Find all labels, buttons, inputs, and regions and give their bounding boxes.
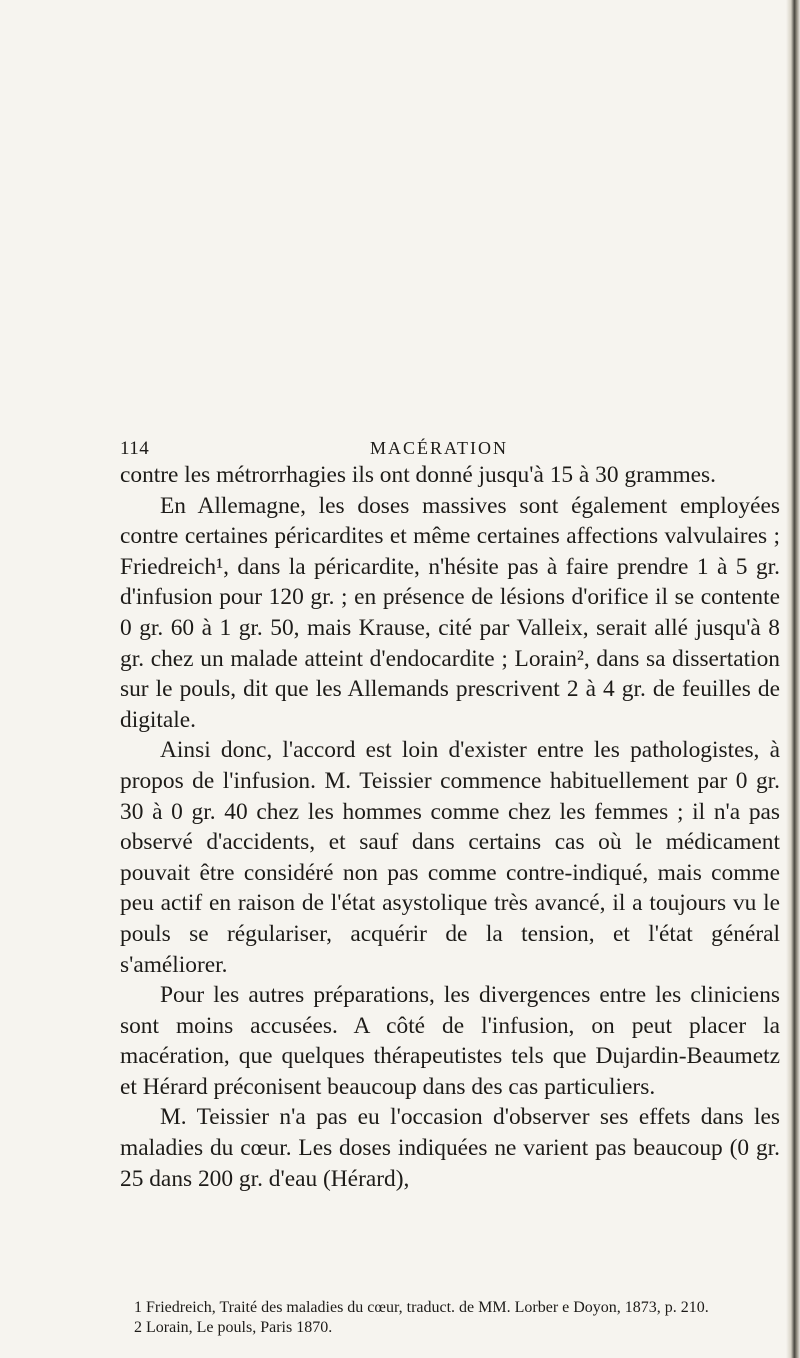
running-title: MACÉRATION bbox=[370, 438, 509, 458]
paragraph: M. Teissier n'a pas eu l'occasion d'observer ses effets dans les maladies du cœur. Les doses indiquées ne varient pas beaucoup (0 gr. 25 dans 200 gr. d'eau (Hérard), bbox=[120, 1104, 780, 1192]
footnote: 2 Lorain, Le pouls, Paris 1870. bbox=[134, 1319, 333, 1336]
paragraph: Ainsi donc, l'accord est loin d'exister entre les pathologistes, à propos de l'infusion. M. Teissier commence habituellement par 0 gr. 30 à 0 gr. 40 chez les hommes comme chez les femmes ; il n'a pas observé d'accidents, et sauf dans certains cas où le médicament pouvait être considéré non pas comme contre-indiqué, mais comme peu actif en raison de l'état asystolique très avancé, il a toujours vu le pouls se régulariser, acquérir de la tension, et l'état général s'améliorer. bbox=[120, 737, 780, 978]
paragraph: En Allemagne, les doses massives sont également employées contre certaines péricardites et même certaines affections valvulaires ; Friedreich¹, dans la péricardite, n'hésite pas à faire prendre 1 à 5 gr. d'infusion pour 120 gr. ; en présence de lésions d'orifice il se contente 0 gr. 60 à 1 gr. 50, mais Krause, cité par Valleix, serait allé jusqu'à 8 gr. chez un malade atteint d'endocardite ; Lorain², dans sa dissertation sur le pouls, dit que les Allemands prescrivent 2 à 4 gr. de feuilles de digitale. bbox=[120, 492, 780, 733]
page-number: 114 bbox=[120, 438, 150, 459]
footnotes bbox=[120, 1298, 780, 1338]
body-text bbox=[120, 460, 780, 1194]
paragraph: Pour les autres préparations, les divergences entre les cliniciens sont moins accusées. A côté de l'infusion, on peut placer la macération, que quelques thérapeutistes tels que Dujardin-Beaumetz et Hérard préconisent beaucoup dans des cas particuliers. bbox=[120, 982, 780, 1100]
page-edge-shadow bbox=[786, 0, 800, 1358]
paragraph: contre les métrorrhagies ils ont donné jusqu'à 15 à 30 grammes. bbox=[120, 462, 716, 488]
footnote: 1 Friedreich, Traité des maladies du cœur, traduct. de MM. Lorber e Doyon, 1873, p. 210. bbox=[134, 1299, 709, 1316]
